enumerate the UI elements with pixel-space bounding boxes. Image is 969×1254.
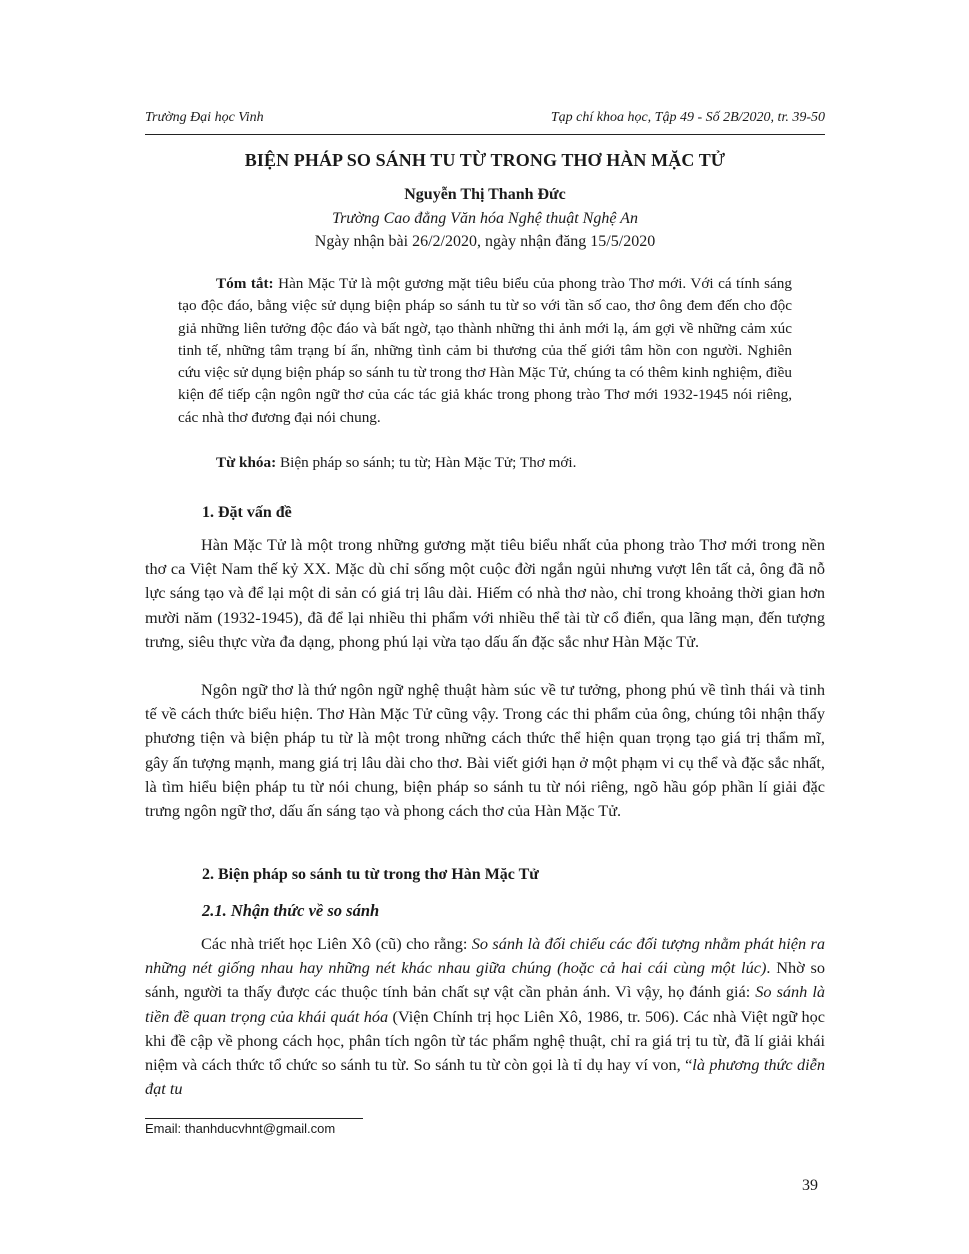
section-1-paragraph-2: Ngôn ngữ thơ là thứ ngôn ngữ nghệ thuật hàm súc về tư tưởng, phong phú về tình thái và tinh tế về cách thức biểu hiện. Thơ Hàn Mặc Tử cũng vậy. Trong các thi phẩm của ông, chúng tôi nhận thấy phương tiện và biện pháp tu từ là một trong những cách thức thể hiện quan trọng tạo giá trị thẩm mĩ, gây ấn tượng mạnh, mang giá trị lâu dài cho thơ. Bài viết giới hạn ở một phạm vi cụ thể và đặc sắc nhất, là tìm hiểu biện pháp tu từ nói chung, biện pháp so sánh tu từ nói riêng, ngõ hầu góp phần lí giải đặc trưng ngôn ngữ thơ, dấu ấn sáng tạo và phong cách thơ của Hàn Mặc Tử. — [145, 680, 825, 821]
section-1-paragraph-1: Hàn Mặc Tử là một trong những gương mặt tiêu biểu nhất của phong trào Thơ mới trong nền thơ ca Việt Nam thế kỷ XX. Mặc dù chỉ sống một cuộc đời ngắn ngủi nhưng vượt lên tất cả, ông đã nỗ lực sáng tạo và để lại một di sản có giá trị lâu dài. Hiếm có nhà thơ nào, chỉ trong khoảng thời gian hơn mười năm (1932-1945), đã để lại nhiều thi phẩm với nhiều thể tài từ cổ điển, qua lãng mạn, đến tượng trưng, siêu thực vừa đa dạng, phong phú lại vừa tạo dấu ấn đặc sắc như Hàn Mặc Tử. — [145, 535, 825, 651]
submission-dates: Ngày nhận bài 26/2/2020, ngày nhận đăng 15/5/2020 — [314, 233, 656, 250]
header-divider — [145, 134, 825, 135]
author-name: Nguyễn Thị Thanh Đức — [404, 186, 566, 203]
keywords-label: Từ khóa: — [216, 454, 277, 471]
section-2-heading: 2. Biện pháp so sánh tu từ trong thơ Hàn Mặc Tử — [202, 866, 539, 883]
running-header — [145, 110, 825, 132]
abstract-label: Tóm tắt: — [216, 275, 274, 292]
subsection-2-1-heading: 2.1. Nhận thức về so sánh — [202, 901, 380, 920]
header-journal-citation: Tạp chí khoa học, Tập 49 - Số 2B/2020, tr. 39-50 — [550, 110, 825, 125]
section-2-paragraph-1 — [145, 932, 825, 1101]
footnote-divider — [145, 1118, 363, 1119]
abstract — [178, 273, 792, 429]
para-text: Các nhà triết học Liên Xô (cũ) cho rằng: — [201, 934, 472, 953]
para-text: (Viện Chính trị học Liên Xô, 1986, tr. 506). Các nhà Việt ngữ học khi đề cập về phong cách học, phân tích ngôn từ tác phẩm nghệ thuật, chỉ ra giá trị tu từ, đã lí giải khái niệm và cách thức tổ chức so sánh tu từ. So sánh tu từ còn gọi là tỉ dụ hay ví von, “ — [145, 1006, 825, 1075]
para-quote: So sánh là tiền đề quan trọng của khái quát hóa — [145, 982, 825, 1026]
para-quote: So sánh là đối chiếu các đối tượng nhằm phát hiện ra những nét giống nhau hay những nét khác nhau giữa chúng (hoặc cả hai cái cùng một lúc) — [145, 934, 825, 978]
keywords-text: Biện pháp so sánh; tu từ; Hàn Mặc Tử; Thơ mới. — [276, 454, 577, 471]
page-number: 39 — [802, 1177, 818, 1194]
header-institution: Trường Đại học Vinh — [145, 110, 264, 125]
keywords — [178, 452, 792, 474]
author-affiliation: Trường Cao đẳng Văn hóa Nghệ thuật Nghệ An — [332, 210, 638, 227]
para-quote: là phương thức diễn đạt tu — [145, 1055, 825, 1099]
article-title: BIỆN PHÁP SO SÁNH TU TỪ TRONG THƠ HÀN MẶC TỬ — [244, 150, 726, 170]
section-1-heading: 1. Đặt vấn đề — [202, 504, 292, 521]
footnote-email: Email: thanhducvhnt@gmail.com — [145, 1121, 336, 1136]
abstract-text: Hàn Mặc Tử là một gương mặt tiêu biểu của phong trào Thơ mới. Với cá tính sáng tạo độc đáo, bằng việc sử dụng biện pháp so sánh tu từ so với tần số cao, thơ ông đem đến cho độc giả những liên tưởng độc đáo và bất ngờ, tạo thành những thi ảnh mới lạ, ám gợi về những cảm xúc tinh tế, những tâm trạng bí ẩn, những tình cảm bi thương của thế giới tâm hồn con người. Nghiên cứu việc sử dụng biện pháp so sánh tu từ trong thơ Hàn Mặc Tử, chúng ta có thêm kinh nghiệm, điều kiện để tiếp cận ngôn ngữ thơ của các tác giả khác trong phong trào Thơ mới 1932-1945 nói riêng, các nhà thơ đương đại nói chung. — [178, 275, 792, 426]
para-text: . Nhờ so sánh, người ta thấy được các thuộc tính bản chất sự vật cần phản ánh. Vì vậy, họ đánh giá: — [145, 958, 825, 1002]
